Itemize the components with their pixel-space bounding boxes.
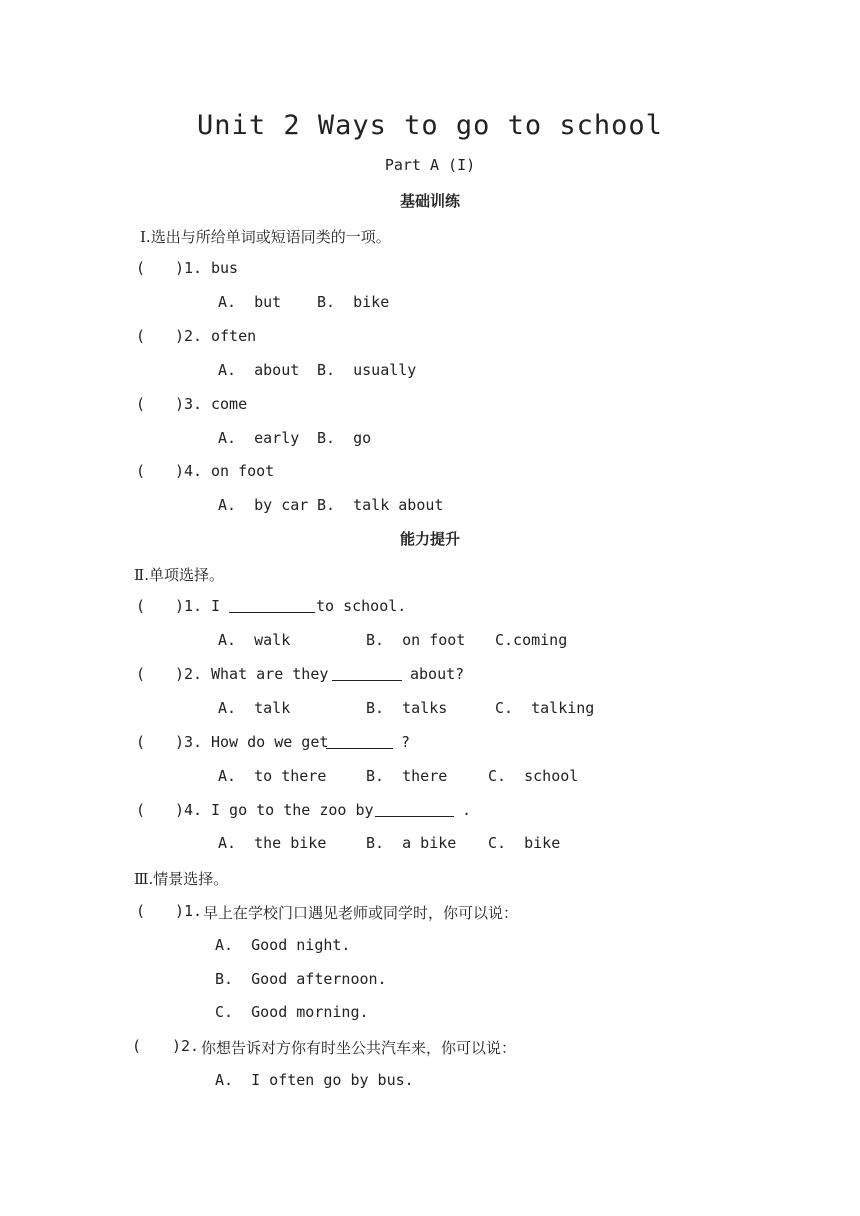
option-b: B. a bike bbox=[366, 834, 457, 852]
question-prompt: 你想告诉对方你有时坐公共汽车来，你可以说： bbox=[201, 1039, 517, 1057]
answer-paren: ( bbox=[136, 259, 146, 277]
option-b: B. Good afternoon. bbox=[215, 970, 387, 988]
question-number: )1. bbox=[175, 259, 203, 277]
answer-paren: ( bbox=[136, 462, 146, 480]
option-a: A. I often go by bus. bbox=[215, 1071, 414, 1089]
answer-paren: ( bbox=[136, 597, 146, 615]
answer-paren: ( bbox=[136, 733, 146, 751]
question-word: often bbox=[211, 327, 257, 345]
question-number: )1. bbox=[175, 902, 203, 920]
option-a: A. but bbox=[218, 293, 282, 311]
option-a: A. early bbox=[218, 429, 300, 447]
question-stem-post: ? bbox=[401, 733, 411, 751]
option-c: C.coming bbox=[495, 631, 568, 649]
option-a: A. by car bbox=[218, 496, 309, 514]
page-title: Unit 2 Ways to go to school bbox=[197, 110, 663, 141]
section-heading-advanced: 能力提升 bbox=[399, 530, 460, 548]
option-b: B. bike bbox=[317, 293, 390, 311]
option-c: C. bike bbox=[488, 834, 561, 852]
question-number: )1. bbox=[175, 597, 203, 615]
page-subtitle: Part A (I) bbox=[384, 156, 476, 174]
option-c: C. school bbox=[488, 767, 579, 785]
question-number: )3. bbox=[175, 733, 203, 751]
answer-paren: ( bbox=[136, 665, 146, 683]
option-b: B. there bbox=[366, 767, 448, 785]
answer-paren: ( bbox=[136, 327, 146, 345]
section-heading-basic: 基础训练 bbox=[399, 192, 460, 210]
option-c: C. Good morning. bbox=[215, 1003, 369, 1021]
question-stem-pre: How do we get bbox=[211, 733, 329, 751]
question-stem-post: about? bbox=[410, 665, 465, 683]
answer-blank bbox=[326, 734, 393, 749]
part1-instruction: Ⅰ.选出与所给单词或短语同类的一项。 bbox=[140, 228, 391, 246]
question-stem-pre: What are they bbox=[211, 665, 329, 683]
question-word: on foot bbox=[211, 462, 275, 480]
answer-paren: ( bbox=[136, 395, 146, 413]
part2-instruction: Ⅱ.单项选择。 bbox=[134, 566, 224, 584]
question-stem-post: . bbox=[462, 801, 472, 819]
part3-instruction: Ⅲ.情景选择。 bbox=[134, 870, 229, 888]
option-b: B. on foot bbox=[366, 631, 466, 649]
option-a: A. walk bbox=[218, 631, 291, 649]
option-a: A. Good night. bbox=[215, 936, 351, 954]
question-word: bus bbox=[211, 259, 239, 277]
question-number: )2. bbox=[175, 327, 203, 345]
option-b: B. talks bbox=[366, 699, 448, 717]
question-prompt: 早上在学校门口遇见老师或同学时，你可以说： bbox=[203, 904, 519, 922]
question-number: )4. bbox=[175, 801, 203, 819]
option-a: A. talk bbox=[218, 699, 291, 717]
question-number: )2. bbox=[172, 1037, 200, 1055]
question-stem-pre: I go to the zoo by bbox=[211, 801, 374, 819]
answer-blank bbox=[332, 666, 402, 681]
question-number: )2. bbox=[175, 665, 203, 683]
question-number: )4. bbox=[175, 462, 203, 480]
option-b: B. usually bbox=[317, 361, 417, 379]
option-a: A. the bike bbox=[218, 834, 327, 852]
answer-blank bbox=[229, 598, 315, 613]
question-number: )3. bbox=[175, 395, 203, 413]
question-stem-pre: I bbox=[211, 597, 221, 615]
option-c: C. talking bbox=[495, 699, 595, 717]
answer-blank bbox=[375, 802, 454, 817]
option-a: A. about bbox=[218, 361, 300, 379]
question-word: come bbox=[211, 395, 248, 413]
answer-paren: ( bbox=[136, 801, 146, 819]
option-b: B. talk about bbox=[317, 496, 444, 514]
option-b: B. go bbox=[317, 429, 372, 447]
question-stem-post: to school. bbox=[316, 597, 407, 615]
option-a: A. to there bbox=[218, 767, 327, 785]
answer-paren: ( bbox=[132, 1037, 142, 1055]
answer-paren: ( bbox=[136, 902, 146, 920]
